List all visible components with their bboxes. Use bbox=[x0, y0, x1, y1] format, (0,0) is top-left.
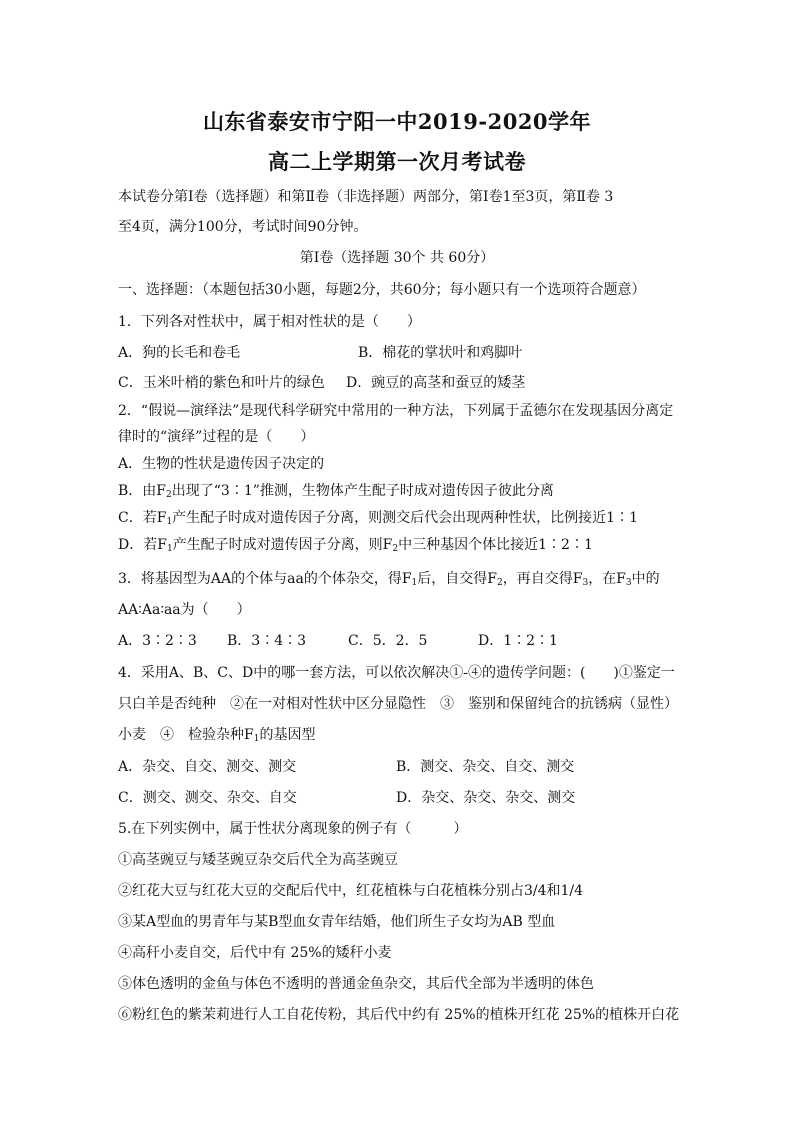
question-4-option-d: D．杂交、杂交、杂交、测交 bbox=[396, 790, 576, 806]
question-5-item-5: ⑤体色透明的金鱼与体色不透明的普通金鱼杂交，其后代全部为半透明的体色 bbox=[118, 976, 594, 992]
question-2-option-b: B．由$F_2$出现了“3∶1”推测，生物体产生配子时成对遗传因子彼此分离 bbox=[118, 483, 554, 500]
question-2-option-c: C．若$F_1$产生配子时成对遗传因子分离，则测交后代会出现两种性状，比例接近1∶1 bbox=[118, 510, 638, 527]
question-4-stem-line-2: 只白羊是否纯种 ②在一对相对性状中区分显隐性 ③ 鉴别和保留纯合的抗锈病（显性） bbox=[118, 696, 678, 712]
question-2-option-d: D．若$F_1$产生配子时成对遗传因子分离，则$F_2$中三种基因个体比接近1∶2∶1 bbox=[118, 537, 593, 554]
question-4-stem-line-1: 4．采用A、B、C、D中的哪一套方法，可以依次解决①-④的遗传学问题：( )①鉴定一 bbox=[118, 665, 675, 681]
document-title: 山东省泰安市宁阳一中2019-2020学年 bbox=[202, 109, 592, 134]
question-4-stem-line-3: 小麦 ④ 检验杂种$F_1$的基因型 bbox=[118, 727, 316, 744]
question-3-option-b: B．3∶4∶3 bbox=[227, 633, 307, 649]
question-4-option-b: B．测交、杂交、自交、测交 bbox=[396, 759, 575, 775]
question-2-stem-line-2: 律时的“演绎”过程的是（ ） bbox=[118, 429, 315, 445]
document-subtitle: 高二上学期第一次月考试卷 bbox=[268, 149, 526, 174]
question-3-option-c: C．5．2．5 bbox=[348, 633, 428, 649]
question-2-option-a: A．生物的性状是遗传因子决定的 bbox=[118, 456, 325, 472]
question-1-option-d: D．豌豆的高茎和蚕豆的矮茎 bbox=[346, 375, 526, 391]
question-5-item-3: ③某A型血的男青年与某B型血女青年结婚，他们所生子女均为AB 型血 bbox=[118, 914, 556, 930]
question-1-option-c: C．玉米叶梢的紫色和叶片的绿色 bbox=[118, 375, 325, 391]
intro-line-1: 本试卷分第Ⅰ卷（选择题）和第Ⅱ卷（非选择题）两部分，第Ⅰ卷1至3页，第Ⅱ卷 3 bbox=[118, 189, 614, 205]
question-3-option-a: A．3∶2∶3 bbox=[118, 633, 197, 649]
section-heading: 第Ⅰ卷（选择题 30个 共 60分） bbox=[299, 250, 495, 266]
question-5-stem: 5.在下列实例中，属于性状分离现象的例子有（ ） bbox=[118, 821, 468, 837]
question-4-option-a: A．杂交、自交、测交、测交 bbox=[118, 759, 297, 775]
question-3-option-d: D．1∶2∶1 bbox=[478, 633, 558, 649]
question-3-stem-line-2: AA∶Aa∶aa为（ ） bbox=[118, 602, 251, 618]
question-5-item-4: ④高秆小麦自交，后代中有 25%的矮秆小麦 bbox=[118, 945, 392, 961]
part-heading: 一、选择题：（本题包括30小题，每题2分，共60分；每小题只有一个选项符合题意） bbox=[118, 282, 646, 298]
question-1-option-a: A．狗的长毛和卷毛 bbox=[118, 345, 241, 361]
question-4-option-c: C．测交、测交、杂交、自交 bbox=[118, 790, 297, 806]
question-5-item-2: ②红花大豆与红花大豆的交配后代中，红花植株与白花植株分别占3/4和1/4 bbox=[118, 883, 584, 899]
intro-line-2: 至4页，满分100分，考试时间90分钟。 bbox=[118, 219, 368, 235]
question-5-item-1: ①高茎豌豆与矮茎豌豆杂交后代全为高茎豌豆 bbox=[118, 852, 398, 868]
question-5-item-6: ⑥粉红色的紫茉莉进行人工自花传粉，其后代中约有 25%的植株开红花 25%的植株开白花 bbox=[118, 1007, 680, 1023]
question-1-option-b: B．棉花的掌状叶和鸡脚叶 bbox=[358, 345, 523, 361]
question-3-stem-line-1: 3．将基因型为AA的个体与aa的个体杂交，得$F_1$后，自交得$F_2$，再自交得$F_3$，在$F_3$中的 bbox=[118, 571, 660, 588]
question-1-stem: 1．下列各对性状中，属于相对性状的是（ ） bbox=[118, 314, 421, 330]
question-2-stem-line-1: 2．“假说—演绎法”是现代科学研究中常用的一种方法，下列属于孟德尔在发现基因分离定 bbox=[118, 403, 674, 419]
